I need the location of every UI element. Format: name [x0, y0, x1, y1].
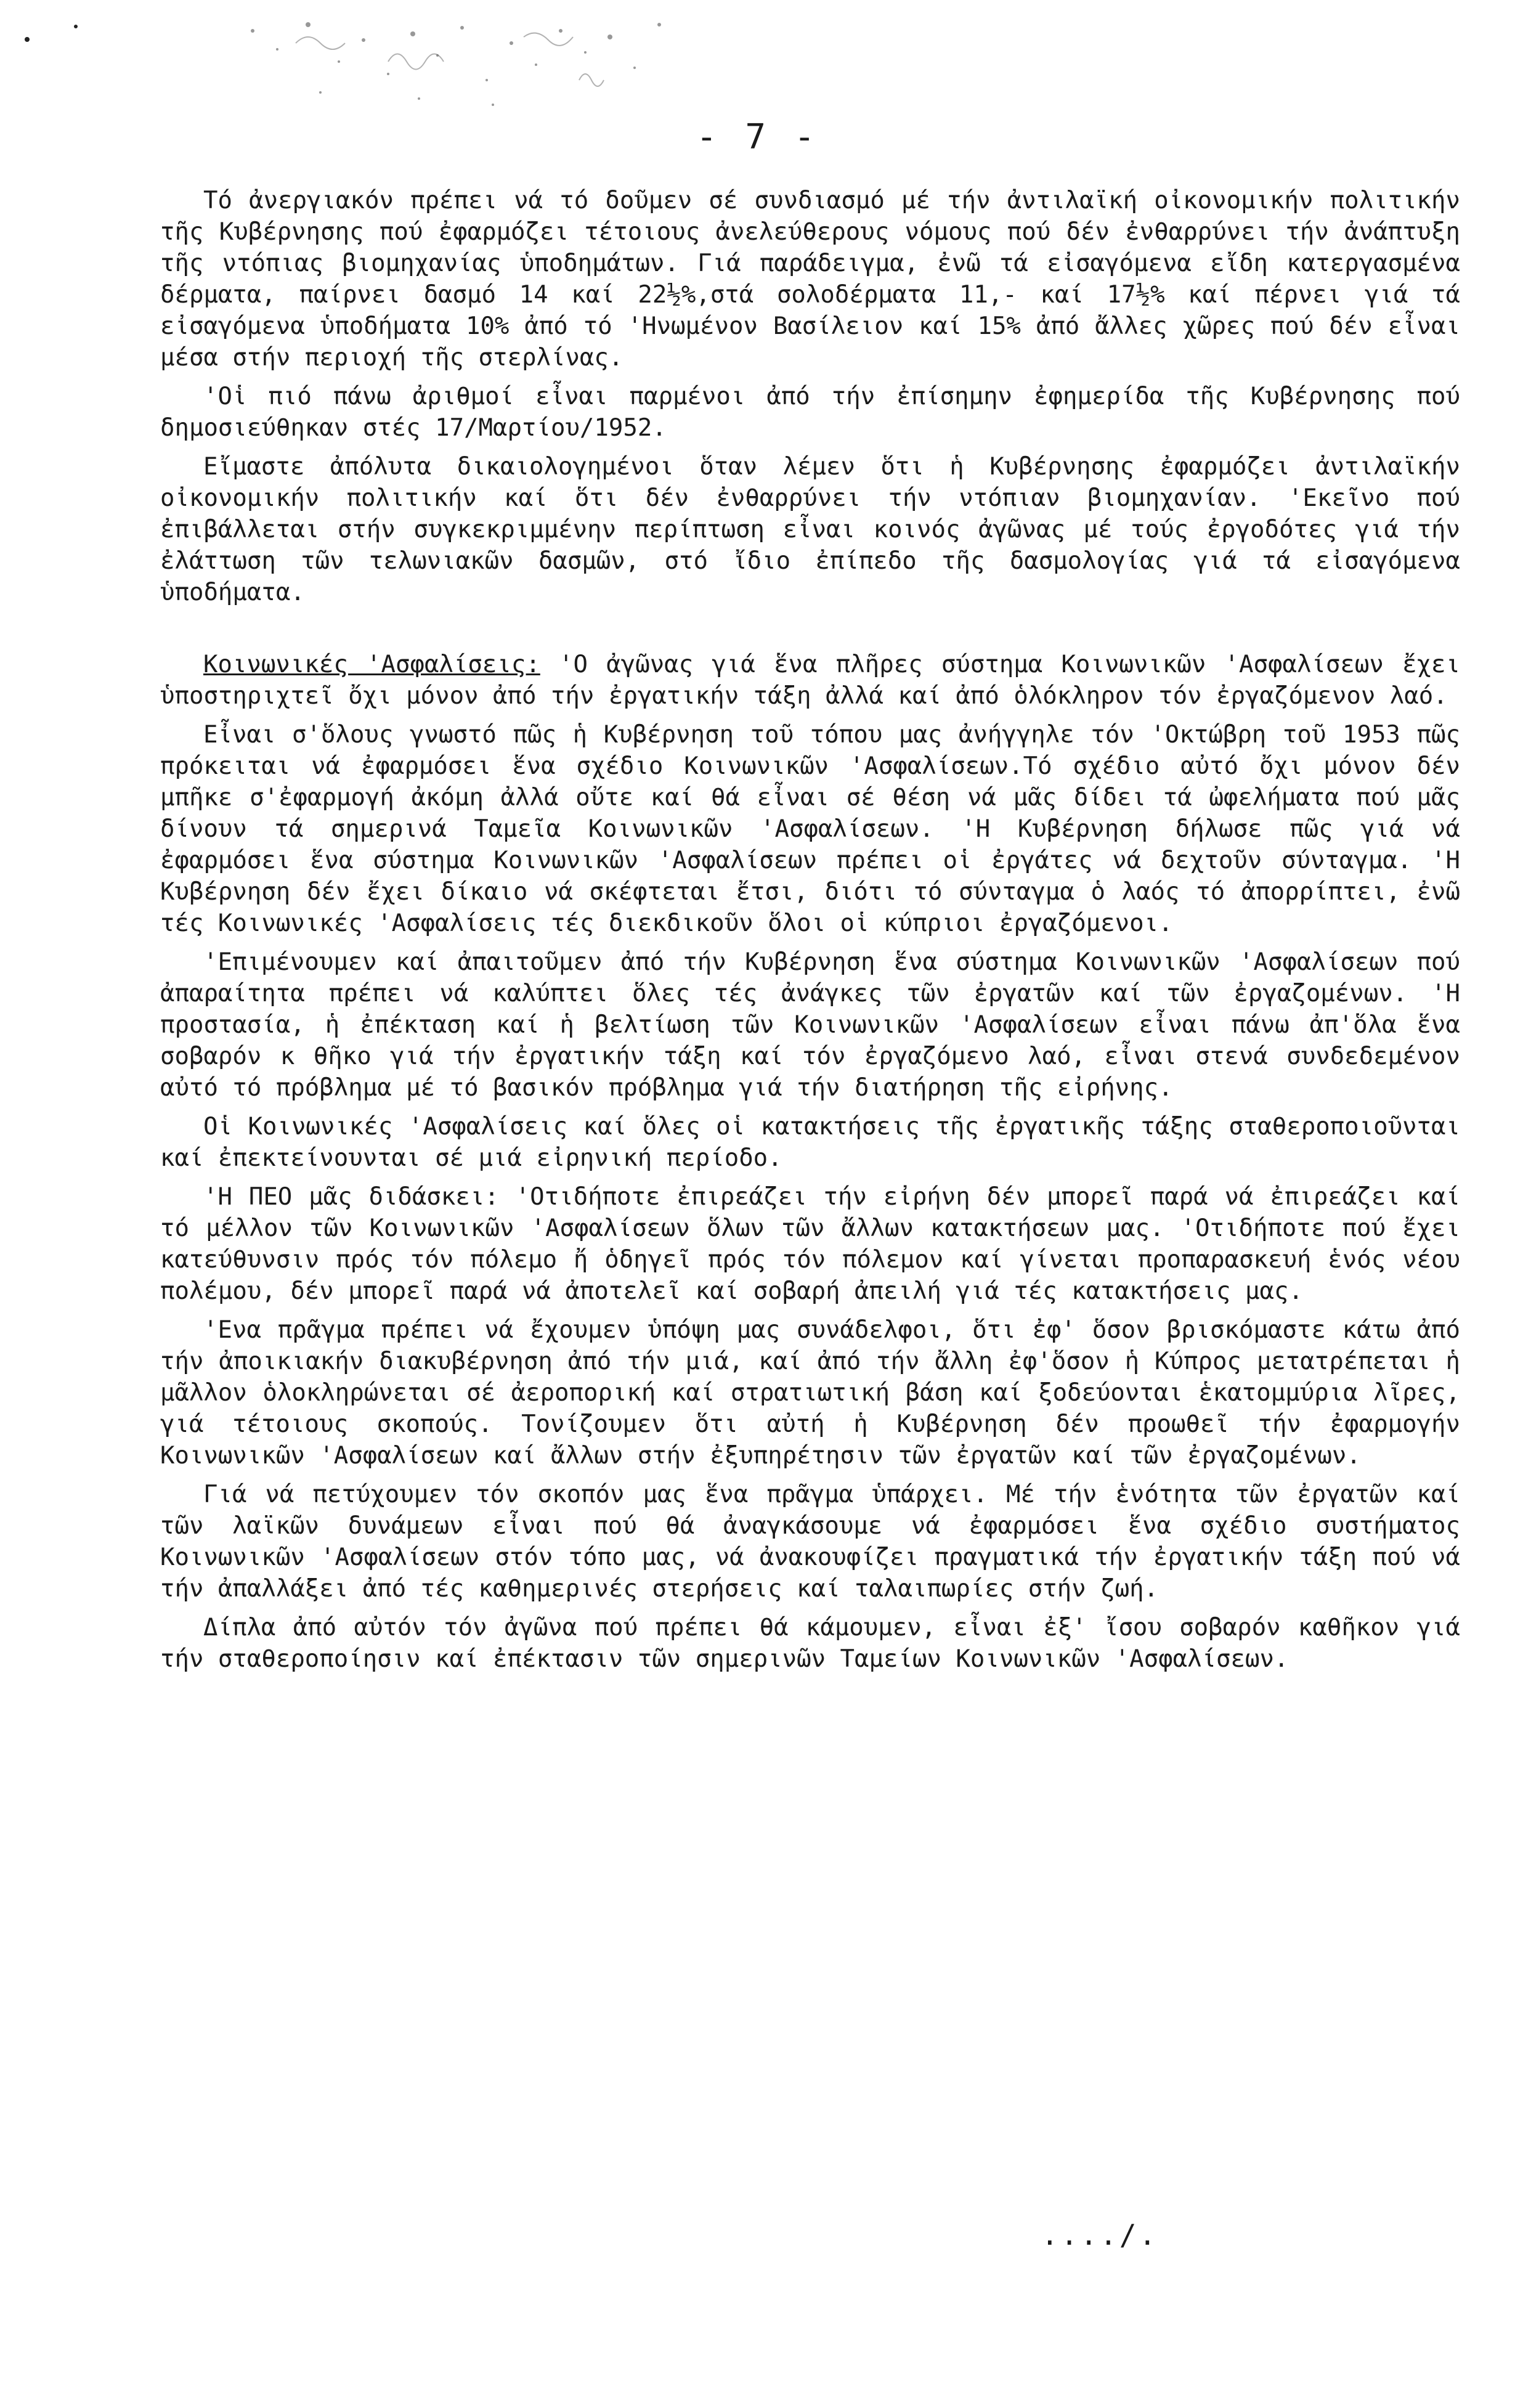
paragraph-existing-funds: Δίπλα ἀπό αὐτόν τόν ἀγῶνα πού πρέπει θά κάμουμεν, εἶναι ἐξ' ἴσου σοβαρόν καθῆκον γιά τήν σταθεροποίησιν καί ἐπέκτασιν τῶν σημερινῶν Ταμείων Κοινωνικῶν 'Ασφαλίσεων.	[160, 1614, 1460, 1673]
paragraph-demands: 'Επιμένουμεν καί ἀπαιτοῦμεν ἀπό τήν Κυβέρνηση ἕνα σύστημα Κοινωνικῶν 'Ασφαλίσεων πού ἀπαραίτητα πρέπει νά καλύπτει ὅλες τές ἀνάγκες τῶν ἐργατῶν καί τῶν ἐργαζομένων. 'Η προστασία, ἡ ἐπέκταση καί ἡ βελτίωση τῶν Κοινωνικῶν 'Ασφαλίσεων εἶναι πάνω ἀπ'ὅλα ἕνα σοβαρόν κ θῆκο γιά τήν ἐργατικήν τάξη καί τόν ἐργαζόμενο λαό, εἶναι στενά συνδεδεμένον αὐτό τό πρόβλημα μέ τό βασικόν πρόβλημα γιά τήν διατήρηση τῆς εἰρήνης.	[160, 948, 1460, 1102]
paragraph-figures-source: 'Οἱ πιό πάνω ἀριθμοί εἶναι παρμένοι ἀπό τήν ἐπίσημην ἐφημερίδα τῆς Κυβέρνησης πού δημοσιεύθηκαν στές 17/Μαρτίου/1952.	[160, 383, 1460, 442]
paragraph-colonial-rule: 'Ενα πρᾶγμα πρέπει νά ἔχουμεν ὑπόψη μας συνάδελφοι, ὅτι ἐφ' ὅσον βρισκόμαστε κάτω ἀπό τήν ἀποικιακήν διακυβέρνηση ἀπό τήν μιά, καί ἀπό τήν ἄλλη ἐφ'ὅσον ἡ Κύπρος μετατρέπεται ἡ μᾶλλον ὁλοκληρώνεται σέ ἀεροπορική καί στρατιωτική βάση καί ξοδεύονται ἑκατομμύρια λῖρες, γιά τέτοιους σκοπούς. Τονίζουμεν ὅτι αὐτή ἡ Κυβέρνηση δέν προωθεῖ τήν ἐφαρμογήν Κοινωνικῶν 'Ασφαλίσεων καί ἄλλων στήν ἐξυπηρέτησιν τῶν ἐργατῶν καί τῶν ἐργαζομένων.	[160, 1316, 1460, 1470]
smudge-mark	[203, 6, 819, 129]
paragraph-government-plan: Εἶναι σ'ὅλους γνωστό πῶς ἡ Κυβέρνηση τοῦ τόπου μας ἀνήγγηλε τόν 'Οκτώβρη τοῦ 1953 πῶς πρόκειται νά ἐφαρμόσει ἕνα σχέδιο Κοινωνικῶν 'Ασφαλίσεων.Τό σχέδιο αὐτό ὄχι μόνον δέν μπῆκε σ'ἐφαρμογή ἀκόμη ἀλλά οὔτε καί θά εἶναι σέ θέση νά μᾶς δίδει τά ὠφελήματα πού μᾶς δίνουν τά σημερινά Ταμεῖα Κοινωνικῶν 'Ασφαλίσεων. 'Η Κυβέρνηση δήλωσε πῶς γιά νά ἐφαρμόσει ἕνα σύστημα Κοινωνικῶν 'Ασφαλίσεων πρέπει οἱ ἐργάτες νά δεχτοῦν σύνταγμα. 'Η Κυβέρνηση δέν ἔχει δίκαιο νά σκέφτεται ἔτσι, διότι τό σύνταγμα ὁ λαός τό ἀπορρίπτει, ἐνῶ τές Κοινωνικές 'Ασφαλίσεις τές διεκδικοῦν ὅλοι οἱ κύπριοι ἐργαζόμενοι.	[160, 721, 1460, 937]
continuation-mark: ..../.	[1041, 2218, 1159, 2251]
section-intro: 'Ο ἀγῶνας γιά ἕνα πλῆρες σύστημα Κοινωνικῶν 'Ασφαλίσεων ἔχει ὑποστηριχτεῖ ὄχι μόνον ἀπό τήν ἐργατικήν τάξη ἀλλά καί ἀπό ὁλόκληρον τόν ἐργαζόμενον λαό.	[160, 651, 1460, 710]
paragraph-tariffs: Εἴμαστε ἀπόλυτα δικαιολογημένοι ὅταν λέμεν ὅτι ἡ Κυβέρνησης ἐφαρμόζει ἀντιλαϊκήν οἰκονομικήν πολιτικήν καί ὅτι δέν ἐνθαρρύνει τήν ντόπιαν βιομηχανίαν. 'Εκεῖνο πού ἐπιβάλλεται στήν συγκεκριμμένην περίπτωση εἶναι κοινός ἀγῶνας μέ τούς ἐργοδότες γιά τήν ἐλάττωση τῶν τελωνιακῶν δασμῶν, στό ἴδιο ἐπίπεδο τῆς δασμολογίας γιά τά εἰσαγόμενα ὑποδήματα.	[160, 453, 1460, 606]
paragraph-unemployment: Τό ἀνεργιακόν πρέπει νά τό δοῦμεν σέ συνδιασμό μέ τήν ἀντιλαϊκή οἰκονομικήν πολιτικήν τῆς Κυβέρνησης πού ἐφαρμόζει τέτοιους ἀνελεύθερους νόμους πού δέν ἐνθαρρύνει τήν ἀνάπτυξη τῆς ντόπιας βιομηχανίας ὑποδημάτων. Γιά παράδειγμα, ἐνῶ τά εἰσαγόμενα εἴδη κατεργασμένα δέρματα, παίρνει δασμό 14 καί 22½%,στά σολοδέρματα 11,- καί 17½% καί πέρνει γιά τά εἰσαγόμενα ὑποδήματα 10% ἀπό τό 'Ηνωμένον Βασίλειον καί 15% ἀπό ἄλλες χῶρες πού δέν εἶναι μέσα στήν περιοχή τῆς στερλίνας.	[160, 187, 1460, 372]
paragraph-peace-period: Οἱ Κοινωνικές 'Ασφαλίσεις καί ὅλες οἱ κατακτήσεις τῆς ἐργατικῆς τάξης σταθεροποιοῦνται καί ἐπεκτείνουνται σέ μιά εἰρηνική περίοδο.	[160, 1113, 1460, 1172]
ink-speck	[74, 25, 78, 28]
ink-speck	[25, 37, 30, 42]
page-number: - 7 -	[696, 117, 819, 157]
paragraph-unity: Γιά νά πετύχουμεν τόν σκοπόν μας ἕνα πρᾶγμα ὑπάρχει. Μέ τήν ἑνότητα τῶν ἐργατῶν καί τῶν λαϊκῶν δυνάμεων εἶναι πού θά ἀναγκάσουμε νά ἐφαρμόσει ἕνα σχέδιο συστήματος Κοινωνικῶν 'Ασφαλίσεων στόν τόπο μας, νά ἀνακουφίζει πραγματικά τήν ἐργατικήν τάξη πού νά τήν ἀπαλλάξει ἀπό τές καθημερινές στερήσεις καί ταλαιπωρίες στήν ζωή.	[160, 1481, 1460, 1603]
document-body	[160, 185, 1460, 1675]
section-heading: Κοινωνικές 'Ασφαλίσεις:	[203, 651, 540, 678]
paragraph-peo-teaches: 'Η ΠΕΟ μᾶς διδάσκει: 'Οτιδήποτε ἐπιρεάζει τήν εἰρήνη δέν μπορεῖ παρά νά ἐπιρεάζει καί τό μέλλον τῶν Κοινωνικῶν 'Ασφαλίσεων ὅλων τῶν ἄλλων κατακτήσεων μας. 'Οτιδήποτε πού ἔχει κατεύθυνσιν πρός τόν πόλεμο ἤ ὁδηγεῖ πρός τόν πόλεμον καί γίνεται προπαρασκευή ἑνός νέου πολέμου, δέν μπορεῖ παρά νά ἀποτελεῖ καί σοβαρή ἀπειλή γιά τές κατακτήσεις μας.	[160, 1183, 1460, 1305]
section-social-insurance	[160, 649, 1460, 712]
